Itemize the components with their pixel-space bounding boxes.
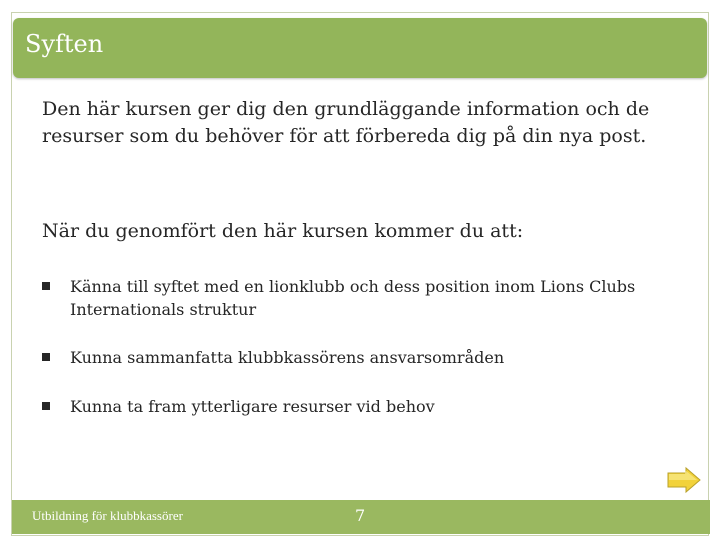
objective-item-1 — [42, 275, 682, 321]
slide-frame — [11, 12, 709, 536]
title-bar — [13, 18, 707, 78]
slide-title: Syften — [25, 30, 104, 58]
next-slide-button[interactable] — [666, 466, 702, 494]
objective-text: Kunna ta fram ytterligare resurser vid behov — [70, 397, 435, 416]
lead-paragraph: När du genomfört den här kursen kommer du att: — [42, 220, 524, 242]
objective-item-2 — [42, 346, 682, 369]
footer-course-name: Utbildning för klubbkassörer — [32, 508, 183, 523]
intro-paragraph: Den här kursen ger dig den grundläggande information och de resurser som du behöver för att förbereda dig på din nya post. — [42, 98, 650, 147]
objective-item-3 — [42, 395, 682, 418]
arrow-right-icon — [666, 466, 702, 494]
objective-text: Kunna sammanfatta klubbkassörens ansvarsområden — [70, 348, 505, 367]
objective-text: Känna till syftet med en lionklubb och dess position inom Lions Clubs Internationals struktur — [70, 277, 636, 319]
bullet-square-icon — [42, 402, 50, 410]
page-number: 7 — [355, 506, 366, 525]
bullet-square-icon — [42, 353, 50, 361]
bullet-square-icon — [42, 282, 50, 290]
